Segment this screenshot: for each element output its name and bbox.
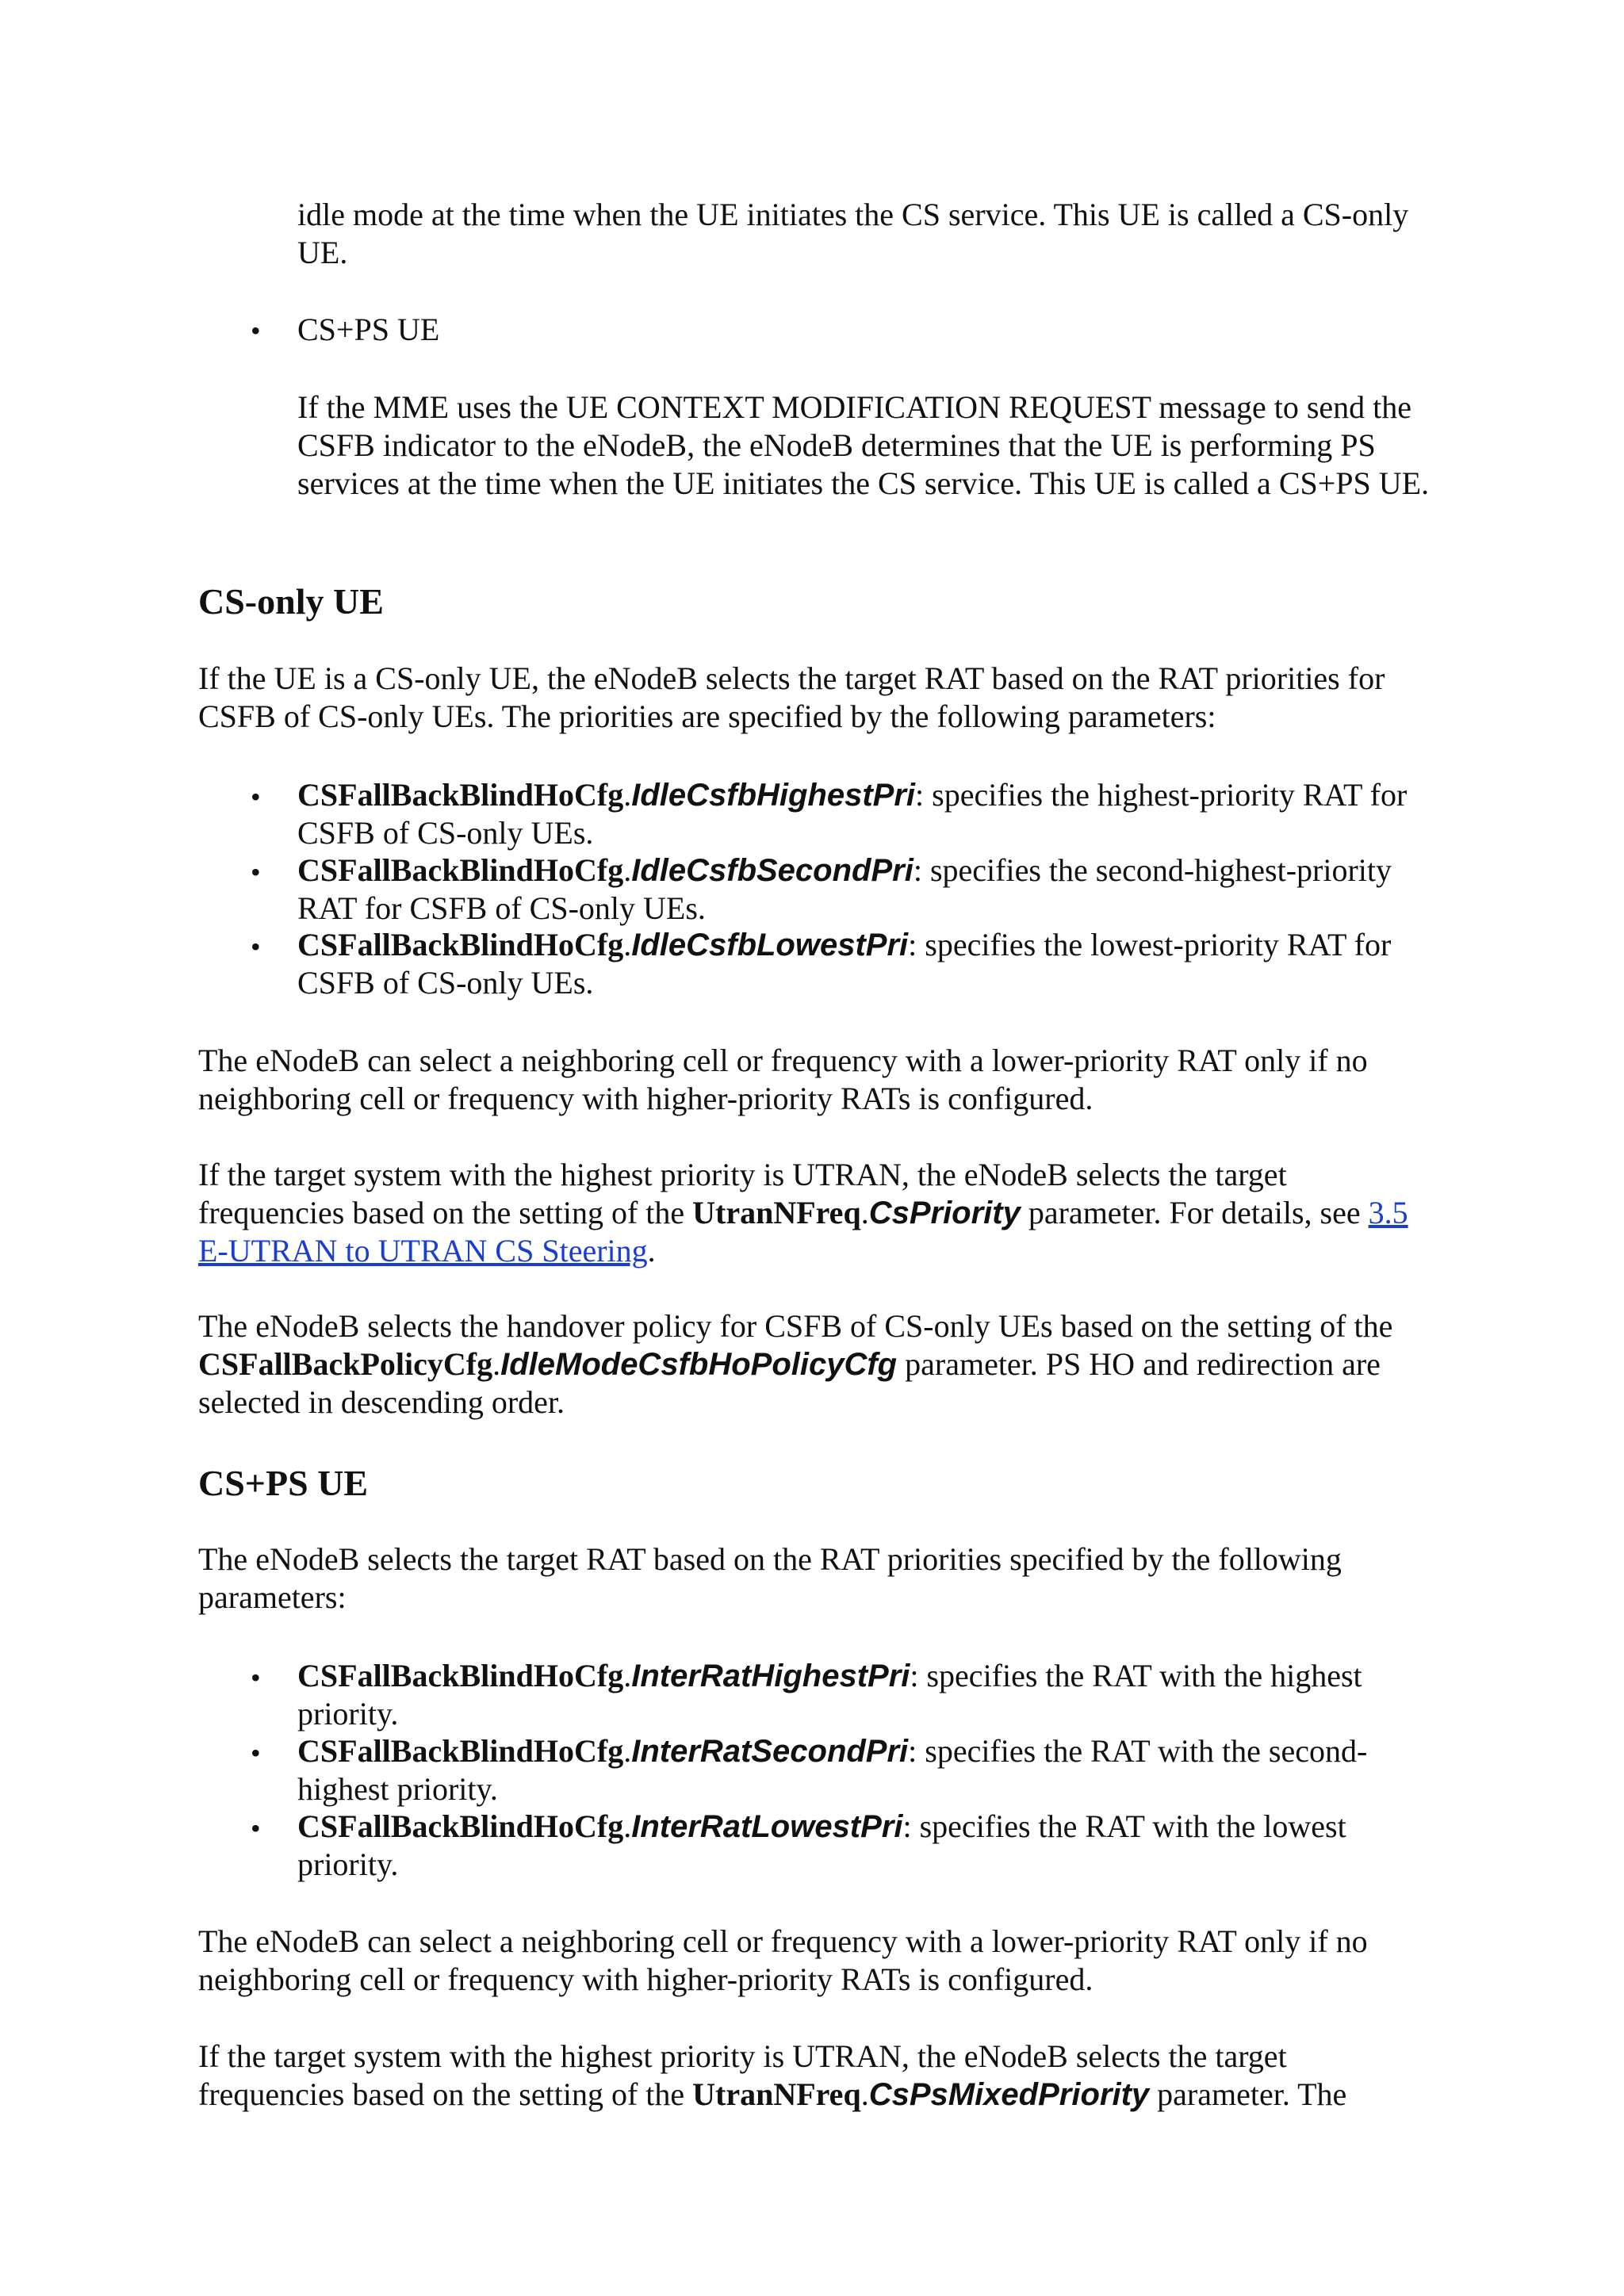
text-run: . — [647, 1233, 656, 1269]
param-name: IdleCsfbLowestPri — [631, 928, 909, 962]
param-object-name: CSFallBackBlindHoCfg — [297, 1733, 624, 1769]
param-name: InterRatSecondPri — [631, 1734, 909, 1769]
text-run: parameter. PS HO and redirection are selected in descending order. — [198, 1346, 1381, 1420]
bullet-marker: • — [251, 931, 261, 962]
bullet-marker: • — [251, 781, 261, 813]
cs-only-handover-policy-paragraph: The eNodeB selects the handover policy for CSFB of CS-only UEs based on the setting of the CSFallBackPolicyCfg.IdleModeCsfbHoPolicyCfg parameter. PS HO and redirection are selected in descending order. — [198, 1308, 1393, 1420]
param-description: : specifies the second-highest-priority RAT for CSFB of CS-only UEs. — [297, 852, 1392, 926]
param-description: : specifies the RAT with the lowest priority. — [297, 1808, 1346, 1882]
cs-ps-list-item: CSFallBackBlindHoCfg.InterRatHighestPri: specifies the RAT with the highest priority. — [297, 1658, 1362, 1732]
param-name: IdleCsfbSecondPri — [631, 853, 914, 888]
bullet-marker: • — [251, 315, 261, 346]
param-name: IdleModeCsfbHoPolicyCfg — [500, 1347, 898, 1382]
param-name: CsPriority — [868, 1196, 1021, 1230]
param-description: : specifies the highest-priority RAT for CSFB of CS-only UEs. — [297, 777, 1408, 851]
link-eutran-to-utran-cs-steering[interactable]: 3.5 E-UTRAN to UTRAN CS Steering — [198, 1195, 1408, 1269]
cs-ps-intro-paragraph: The eNodeB selects the target RAT based on the RAT priorities specified by the following parameters: — [198, 1541, 1342, 1615]
param-object-name: CSFallBackBlindHoCfg — [297, 1808, 624, 1844]
intro-continuation: idle mode at the time when the UE initiates the CS service. This UE is called a CS-only UE. — [297, 197, 1409, 270]
param-name: InterRatHighestPri — [631, 1659, 910, 1693]
param-object-name: CSFallBackBlindHoCfg — [297, 852, 624, 888]
bullet-marker: • — [251, 1812, 261, 1844]
text-run: parameter. For details, see — [1020, 1195, 1369, 1230]
param-description: : specifies the RAT with the highest priority. — [297, 1658, 1362, 1732]
bullet-marker: • — [251, 1662, 261, 1693]
text-run: parameter. The — [1149, 2076, 1347, 2112]
param-name: InterRatLowestPri — [631, 1809, 903, 1844]
cs-ps-utran-paragraph: If the target system with the highest priority is UTRAN, the eNodeB selects the target frequencies based on the setting of the UtranNFreq.CsPsMixedPriority parameter. The — [198, 2038, 1347, 2112]
param-object-name: UtranNFreq — [692, 2076, 861, 2112]
heading-cs-only-ue: CS-only UE — [198, 581, 384, 622]
param-object-name: CSFallBackBlindHoCfg — [297, 1658, 624, 1693]
param-object-name: CSFallBackBlindHoCfg — [297, 927, 624, 962]
text-run: If the target system with the highest priority is UTRAN, the eNodeB selects the target frequencies based on the setting of the — [198, 1157, 1287, 1230]
param-object-name: CSFallBackPolicyCfg — [198, 1346, 493, 1382]
bullet-marker: • — [251, 856, 261, 888]
cs-ps-list-item: CSFallBackBlindHoCfg.InterRatSecondPri: specifies the RAT with the second-highest priority. — [297, 1733, 1368, 1807]
text-run: The eNodeB selects the handover policy for CSFB of CS-only UEs based on the setting of the — [198, 1308, 1393, 1344]
heading-cs-ps-ue: CS+PS UE — [198, 1463, 369, 1503]
intro-bullet-cs-ps-ue: CS+PS UE — [297, 312, 440, 347]
cs-only-list-item: CSFallBackBlindHoCfg.IdleCsfbLowestPri: specifies the lowest-priority RAT for CSFB of CS-only UEs. — [297, 927, 1392, 1001]
cs-only-utran-paragraph: If the target system with the highest priority is UTRAN, the eNodeB selects the target frequencies based on the setting of the UtranNFreq.CsPriority parameter. For details, see 3.5 E-UTRAN to UTRAN CS Steering. — [198, 1157, 1408, 1269]
param-description: : specifies the RAT with the second-highest priority. — [297, 1733, 1368, 1807]
param-name: IdleCsfbHighestPri — [631, 778, 916, 813]
bullet-marker: • — [251, 1737, 261, 1769]
intro-cs-ps-paragraph: If the MME uses the UE CONTEXT MODIFICATION REQUEST message to send the CSFB indicator to the eNodeB, the eNodeB determines that the UE is performing PS services at the time when the UE initiates the CS service. This UE is called a CS+PS UE. — [297, 389, 1430, 501]
param-description: : specifies the lowest-priority RAT for CSFB of CS-only UEs. — [297, 927, 1392, 1001]
param-object-name: UtranNFreq — [692, 1195, 861, 1230]
cs-only-rat-paragraph: The eNodeB can select a neighboring cell or frequency with a lower-priority RAT only if no neighboring cell or frequency with higher-priority RATs is configured. — [198, 1043, 1368, 1116]
param-name: CsPsMixedPriority — [868, 2077, 1150, 2112]
cs-only-list-item: CSFallBackBlindHoCfg.IdleCsfbHighestPri: specifies the highest-priority RAT for CSFB of CS-only UEs. — [297, 777, 1408, 851]
cs-ps-rat-paragraph: The eNodeB can select a neighboring cell or frequency with a lower-priority RAT only if no neighboring cell or frequency with higher-priority RATs is configured. — [198, 1923, 1368, 1997]
cs-ps-list-item: CSFallBackBlindHoCfg.InterRatLowestPri: specifies the RAT with the lowest priority. — [297, 1808, 1346, 1882]
param-object-name: CSFallBackBlindHoCfg — [297, 777, 624, 813]
cs-only-list-item: CSFallBackBlindHoCfg.IdleCsfbSecondPri: specifies the second-highest-priority RAT for CSFB of CS-only UEs. — [297, 852, 1392, 926]
text-run: If the target system with the highest priority is UTRAN, the eNodeB selects the target frequencies based on the setting of the — [198, 2038, 1287, 2112]
cs-only-intro-paragraph: If the UE is a CS-only UE, the eNodeB selects the target RAT based on the RAT priorities for CSFB of CS-only UEs. The priorities are specified by the following parameters: — [198, 660, 1385, 734]
